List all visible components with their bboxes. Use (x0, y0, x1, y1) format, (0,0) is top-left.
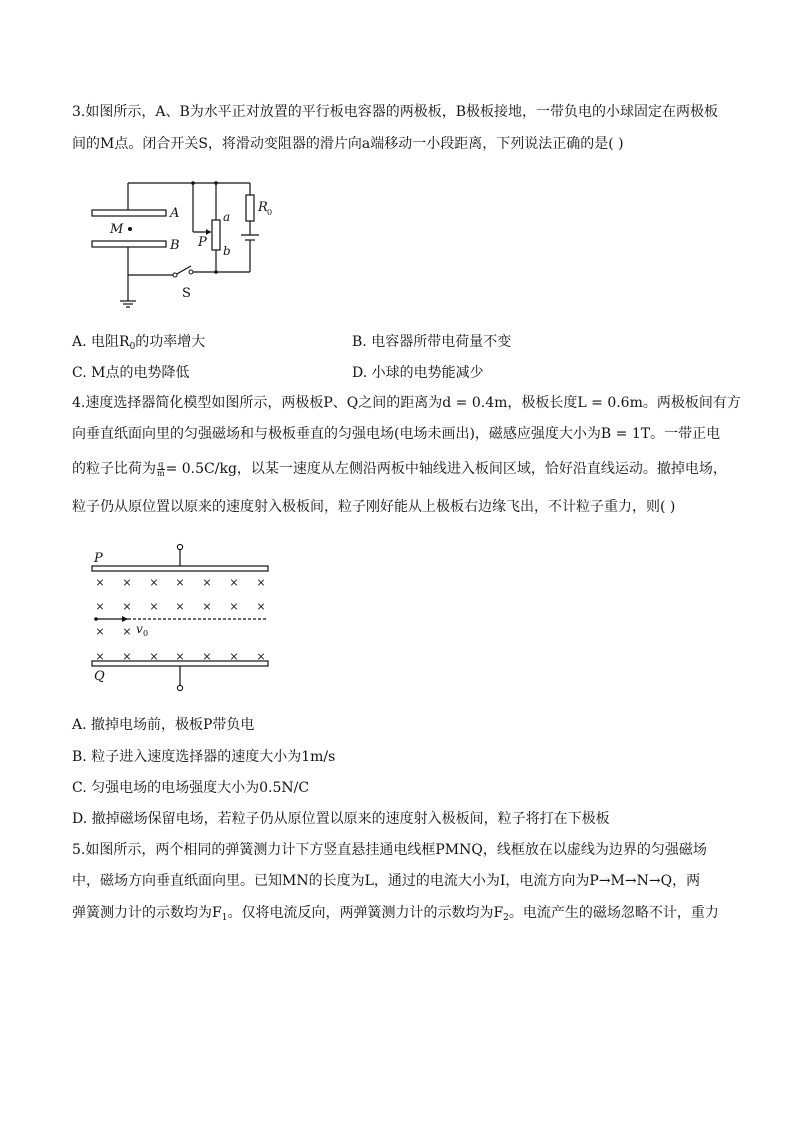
q3-circuit-figure (85, 175, 280, 310)
q3-option-d: D. 小球的电势能减少 (352, 365, 484, 381)
q4-velocity-selector-figure (88, 540, 278, 695)
label-v0-sub: 0 (143, 629, 149, 638)
magnetic-field-cross: × (149, 650, 159, 663)
label-p: P (198, 235, 207, 250)
q4-option-a: A. 撤掉电场前，极板P带负电 (72, 717, 255, 733)
magnetic-field-cross: × (229, 576, 239, 589)
q4-stem-line-1: 4.速度选择器简化模型如图所示，两极板P、Q之间的距离为d = 0.4m，极板长度L = 0.6m。两极板间有方 (72, 395, 741, 411)
magnetic-field-cross: × (256, 600, 266, 613)
charge-mass-fraction: $\frac{q}{m}$ (157, 459, 165, 478)
q3-option-c: C. M点的电势降低 (72, 365, 190, 381)
q4-option-d: D. 撤掉磁场保留电场，若粒子仍从原位置以原来的速度射入极板间，粒子将打在下极板 (72, 811, 610, 827)
label-plate-p: P (94, 551, 103, 566)
q3-stem-line-2: 间的M点。闭合开关S，将滑动变阻器的滑片向a端移动一小段距离，下列说法正确的是( ) (72, 136, 624, 152)
label-b-end: b (223, 244, 231, 258)
label-a-plate: A (170, 206, 180, 221)
q3-option-b: B. 电容器所带电荷量不变 (352, 334, 512, 350)
q5-stem-line-3: 弹簧测力计的示数均为$F_1$。仅将电流反向，两弹簧测力计的示数均为$F_2$。电流产生的磁场忽略不计，重力 (72, 905, 719, 923)
q4-option-b: B. 粒子进入速度选择器的速度大小为1m/s (72, 749, 336, 765)
q4-option-c: C. 匀强电场的电场强度大小为0.5N/C (72, 780, 310, 796)
label-s: S (182, 286, 191, 301)
q4-stem-line-4: 粒子仍从原位置以原来的速度射入极板间，粒子刚好能从上极板右边缘飞出，不计粒子重力，则( ) (72, 499, 676, 515)
magnetic-field-cross: × (95, 650, 105, 663)
magnetic-field-cross: × (229, 650, 239, 663)
magnetic-field-cross: × (122, 576, 132, 589)
magnetic-field-cross: × (202, 650, 212, 663)
q4-stem-line-2: 向垂直纸面向里的匀强磁场和与极板垂直的匀强电场(电场未画出)，磁感应强度大小为B = 1T。一带正电 (72, 426, 721, 442)
magnetic-field-cross: × (229, 600, 239, 613)
q3-option-a: A. 电阻$R_0$的功率增大 (72, 334, 206, 352)
magnetic-field-cross: × (175, 576, 185, 589)
label-v0: v (136, 622, 143, 636)
label-plate-q: Q (94, 669, 105, 684)
magnetic-field-cross: × (202, 576, 212, 589)
magnetic-field-cross: × (149, 576, 159, 589)
magnetic-field-cross: × (122, 650, 132, 663)
q3-stem-line-1: 3.如图所示，A、B为水平正对放置的平行板电容器的两极板，B极板接地，一带负电的小球固定在两极板 (72, 104, 719, 120)
magnetic-field-cross: × (256, 650, 266, 663)
magnetic-field-cross: × (149, 600, 159, 613)
label-r0: R (258, 200, 268, 215)
magnetic-field-cross: × (95, 625, 105, 638)
magnetic-field-cross: × (122, 600, 132, 613)
label-r0-sub: 0 (267, 208, 273, 217)
label-b-plate: B (170, 238, 180, 253)
magnetic-field-cross: × (122, 625, 132, 638)
point-m-dot (128, 227, 132, 231)
label-m: M (110, 222, 124, 237)
magnetic-field-cross: × (95, 600, 105, 613)
magnetic-field-cross: × (95, 576, 105, 589)
magnetic-field-cross: × (202, 600, 212, 613)
magnetic-field-cross: × (175, 600, 185, 613)
q4-stem-line-3: 的粒子比荷为 $\frac{q}{m}$ = 0.5C/kg，以某一速度从左侧沿两板中轴线进入板间区域，恰好沿直线运动。撤掉电场， (72, 459, 727, 478)
q5-stem-line-2: 中，磁场方向垂直纸面向里。已知MN的长度为L，通过的电流大小为I，电流方向为P→M→N→Q，两 (72, 873, 701, 889)
label-a-end: a (223, 210, 231, 224)
magnetic-field-cross: × (175, 650, 185, 663)
magnetic-field-cross: × (256, 576, 266, 589)
q5-stem-line-1: 5.如图所示，两个相同的弹簧测力计下方竖直悬挂通电线框PMNQ，线框放在以虚线为边界的匀强磁场 (72, 842, 707, 858)
